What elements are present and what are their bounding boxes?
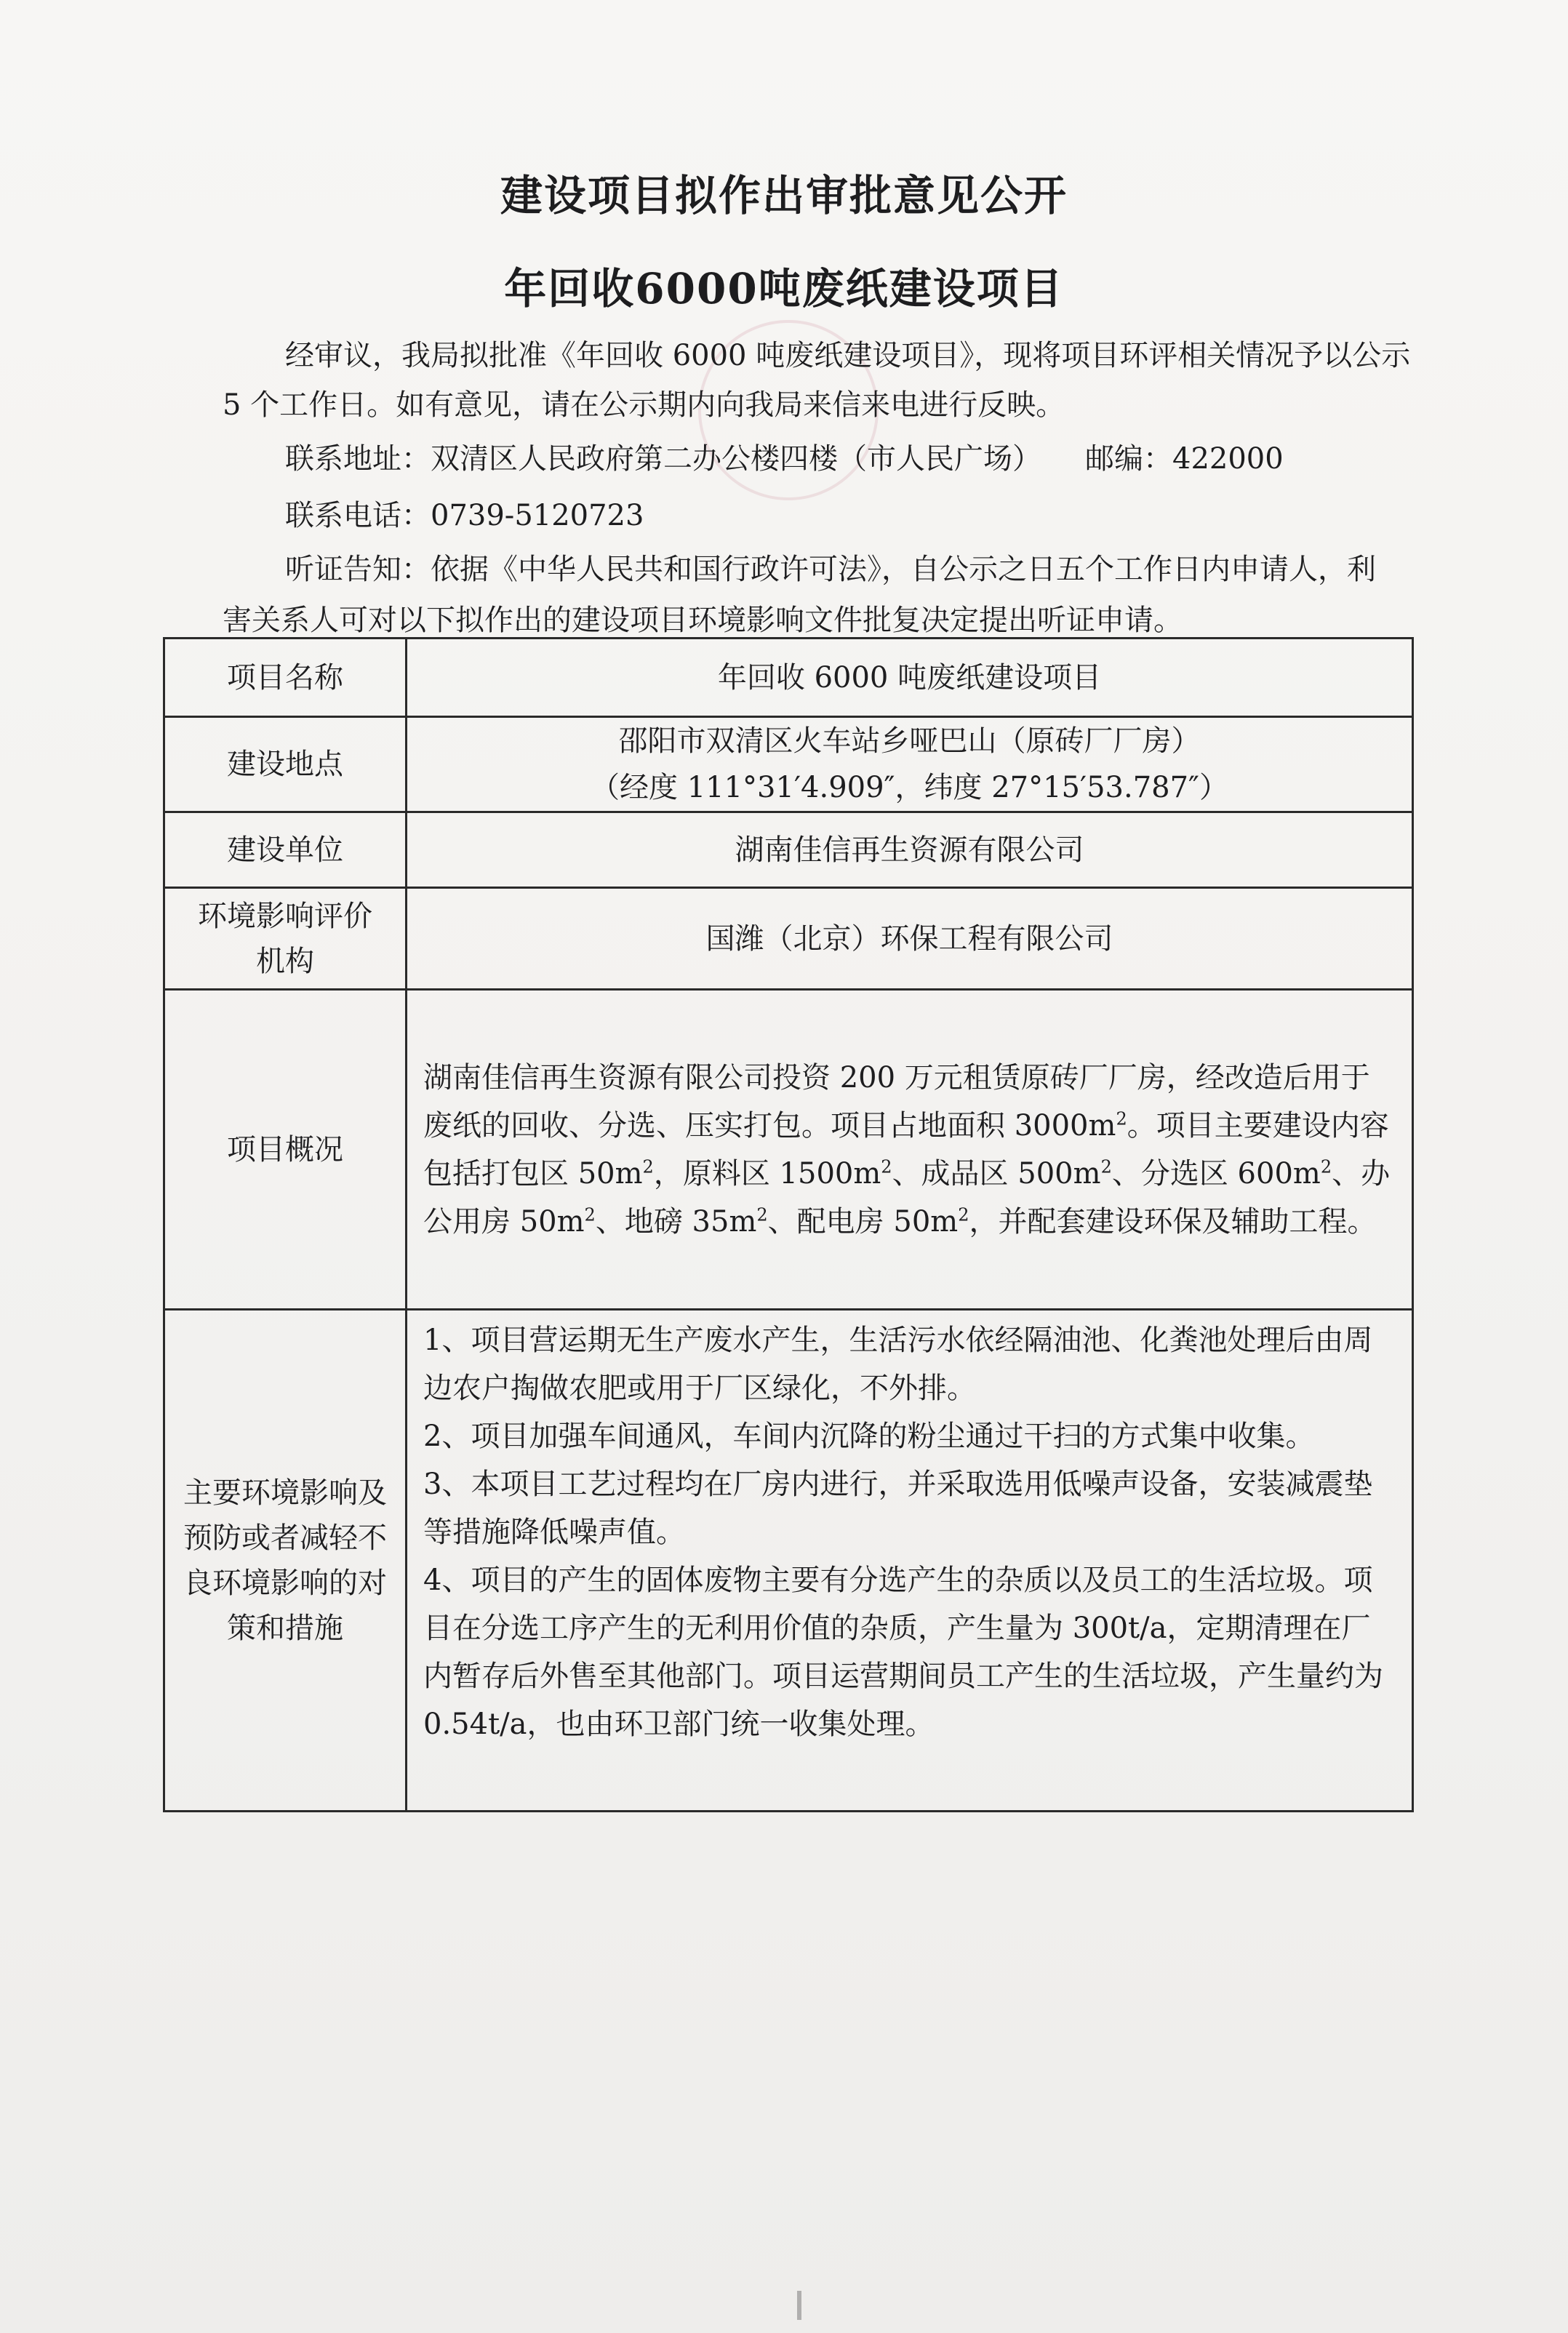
hearing-line-2: 害关系人可对以下拟作出的建设项目环境影响文件批复决定提出听证申请。	[223, 604, 1183, 637]
project-name-value: 年回收 6000 吨废纸建设项目	[407, 639, 1413, 717]
table-row	[164, 717, 1413, 812]
superscript: 2	[958, 1204, 969, 1225]
eia-label-line: 环境影响评价	[198, 899, 372, 933]
location-coordinates: （经度 111°31′4.909″，纬度 27°15′53.787″）	[591, 771, 1228, 804]
overview-text: 、地磅 35m	[595, 1204, 757, 1238]
builder-value: 湖南佳信再生资源有限公司	[407, 812, 1413, 888]
overview-text: 。项目主要建设内容包括打包区 50m	[423, 1108, 1389, 1190]
document-title: 建设项目拟作出审批意见公开	[500, 171, 1068, 220]
superscript: 2	[584, 1204, 596, 1225]
measures-label-line: 良环境影响的对	[183, 1566, 387, 1600]
measure-item: 2、项目加强车间通风，车间内沉降的粉尘通过干扫的方式集中收集。	[423, 1420, 1315, 1453]
location-value	[407, 717, 1413, 812]
contact-phone	[285, 493, 644, 538]
eia-label	[164, 888, 407, 990]
contact-address	[285, 436, 1284, 481]
table-row	[164, 888, 1413, 990]
location-label: 建设地点	[164, 717, 407, 812]
measure-item: 3、本项目工艺过程均在厂房内进行，并采取选用低噪声设备，安装减震垫等措施降低噪声值。	[423, 1468, 1373, 1549]
overview-label: 项目概况	[164, 990, 407, 1310]
address-label: 联系地址：	[285, 442, 431, 476]
phone-value: 0739-5120723	[431, 499, 644, 532]
table-row	[164, 639, 1413, 717]
measures-label-line: 预防或者减轻不	[183, 1521, 387, 1555]
overview-text: ，并配套建设环保及辅助工程。	[969, 1204, 1377, 1238]
intro-line-1: 经审议，我局拟批准《年回收 6000 吨废纸建设项目》，现将项目环评相关情况予以公示	[285, 339, 1411, 372]
project-info-table	[163, 637, 1414, 1812]
superscript: 2	[1100, 1156, 1112, 1177]
table-row	[164, 990, 1413, 1310]
superscript: 2	[881, 1156, 892, 1177]
overview-text: 湖南佳信再生资源有限公司投资 200 万元租赁原砖厂厂房，经改造后用于废纸的回收、分选、压实打包。项目占地面积 3000m	[423, 1060, 1370, 1143]
overview-value	[407, 990, 1413, 1310]
table-row	[164, 812, 1413, 888]
hearing-line-1: 听证告知：依据《中华人民共和国行政许可法》，自公示之日五个工作日内申请人，利	[285, 553, 1376, 586]
superscript: 2	[642, 1156, 654, 1177]
address-value: 双清区人民政府第二办公楼四楼（市人民广场）	[431, 442, 1041, 476]
measures-label-line: 主要环境影响及	[183, 1476, 387, 1510]
builder-label: 建设单位	[164, 812, 407, 888]
overview-text: ，原料区 1500m	[653, 1156, 881, 1190]
intro-line-2: 5 个工作日。如有意见，请在公示期内向我局来信来电进行反映。	[223, 388, 1065, 422]
eia-label-line: 机构	[256, 944, 314, 978]
overview-text: 、分选区 600m	[1111, 1156, 1321, 1190]
scan-mark	[797, 2291, 801, 2320]
superscript: 2	[1116, 1108, 1127, 1129]
measure-item: 4、项目的产生的固体废物主要有分选产生的杂质以及员工的生活垃圾。项目在分选工序产生的无利用价值的杂质，产生量为 300t/a，定期清理在厂内暂存后外售至其他部门。项目运营期间员工产生的生活垃圾，产生量约为 0.54t/a，也由环卫部门统一收集处理。	[423, 1564, 1383, 1741]
measures-label-line: 策和措施	[227, 1611, 343, 1645]
measures-value	[407, 1310, 1413, 1812]
eia-value: 国潍（北京）环保工程有限公司	[407, 888, 1413, 990]
table-row	[164, 1310, 1413, 1812]
overview-text: 、办公用房 50m	[423, 1156, 1391, 1238]
superscript: 2	[1320, 1156, 1332, 1177]
overview-text: 、成品区 500m	[892, 1156, 1101, 1190]
overview-text: 、配电房 50m	[767, 1204, 959, 1238]
postcode-label: 邮编：	[1085, 442, 1172, 476]
phone-label: 联系电话：	[285, 499, 431, 532]
location-address: 邵阳市双清区火车站乡哑巴山（原砖厂厂房）	[618, 724, 1201, 758]
measures-label	[164, 1310, 407, 1812]
project-title: 年回收6000吨废纸建设项目	[504, 264, 1064, 313]
superscript: 2	[756, 1204, 768, 1225]
measure-item: 1、项目营运期无生产废水产生，生活污水依经隔油池、化粪池处理后由周边农户掏做农肥或用于厂区绿化，不外排。	[423, 1324, 1373, 1405]
project-name-label: 项目名称	[164, 639, 407, 717]
postcode-value: 422000	[1172, 442, 1284, 476]
